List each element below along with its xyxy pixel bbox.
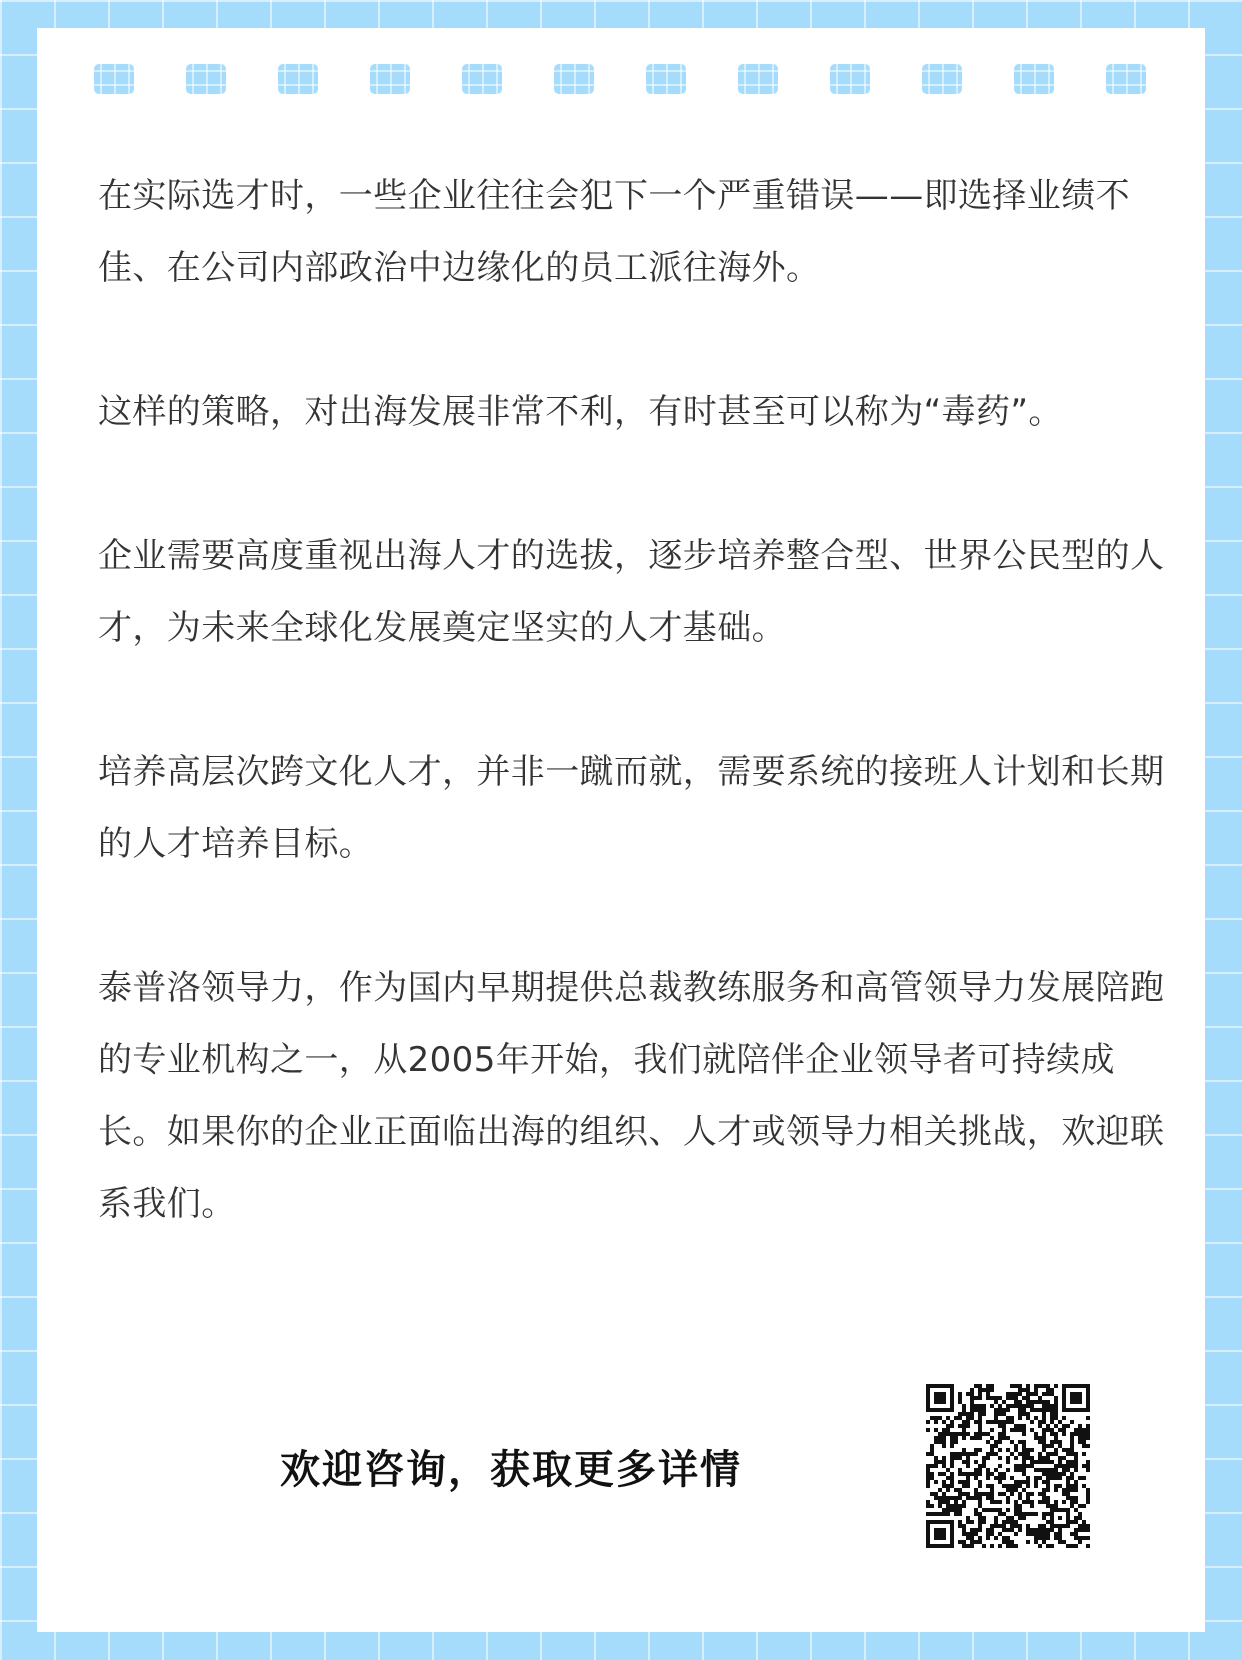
paragraph-company-intro: 泰普洛领导力，作为国内早期提供总裁教练服务和高管领导力发展陪跑的专业机构之一，从2005年开始，我们就陪伴企业领导者可持续成长。如果你的企业正面临出海的组织、人才或领导力相关挑战，欢迎联系我们。 <box>98 968 1165 1224</box>
decorative-tab <box>830 64 870 94</box>
paragraph-poison-strategy: 这样的策略，对出海发展非常不利，有时甚至可以称为“毒药”。 <box>98 392 1063 432</box>
decorative-tab <box>1106 64 1146 94</box>
decorative-tab <box>554 64 594 94</box>
paragraph-succession-plan: 培养高层次跨文化人才，并非一蹴而就，需要系统的接班人计划和长期的人才培养目标。 <box>98 752 1165 864</box>
decorative-tab <box>462 64 502 94</box>
decorative-tab-strip <box>94 64 1148 94</box>
decorative-tab <box>186 64 226 94</box>
decorative-tab <box>278 64 318 94</box>
paragraph-talent-selection: 企业需要高度重视出海人才的选拔，逐步培养整合型、世界公民型的人才，为未来全球化发展奠定坚实的人才基础。 <box>98 536 1165 648</box>
consult-cta-text: 欢迎咨询，获取更多详情 <box>280 1447 742 1493</box>
decorative-tab <box>922 64 962 94</box>
decorative-tab <box>646 64 686 94</box>
decorative-tab <box>1014 64 1054 94</box>
decorative-tab <box>370 64 410 94</box>
qr-code-icon[interactable] <box>926 1384 1090 1548</box>
decorative-tab <box>94 64 134 94</box>
article-body <box>98 160 1168 1312</box>
paragraph-selection-mistake: 在实际选才时，一些企业往往会犯下一个严重错误——即选择业绩不佳、在公司内部政治中边缘化的员工派往海外。 <box>98 176 1130 288</box>
decorative-tab <box>738 64 778 94</box>
